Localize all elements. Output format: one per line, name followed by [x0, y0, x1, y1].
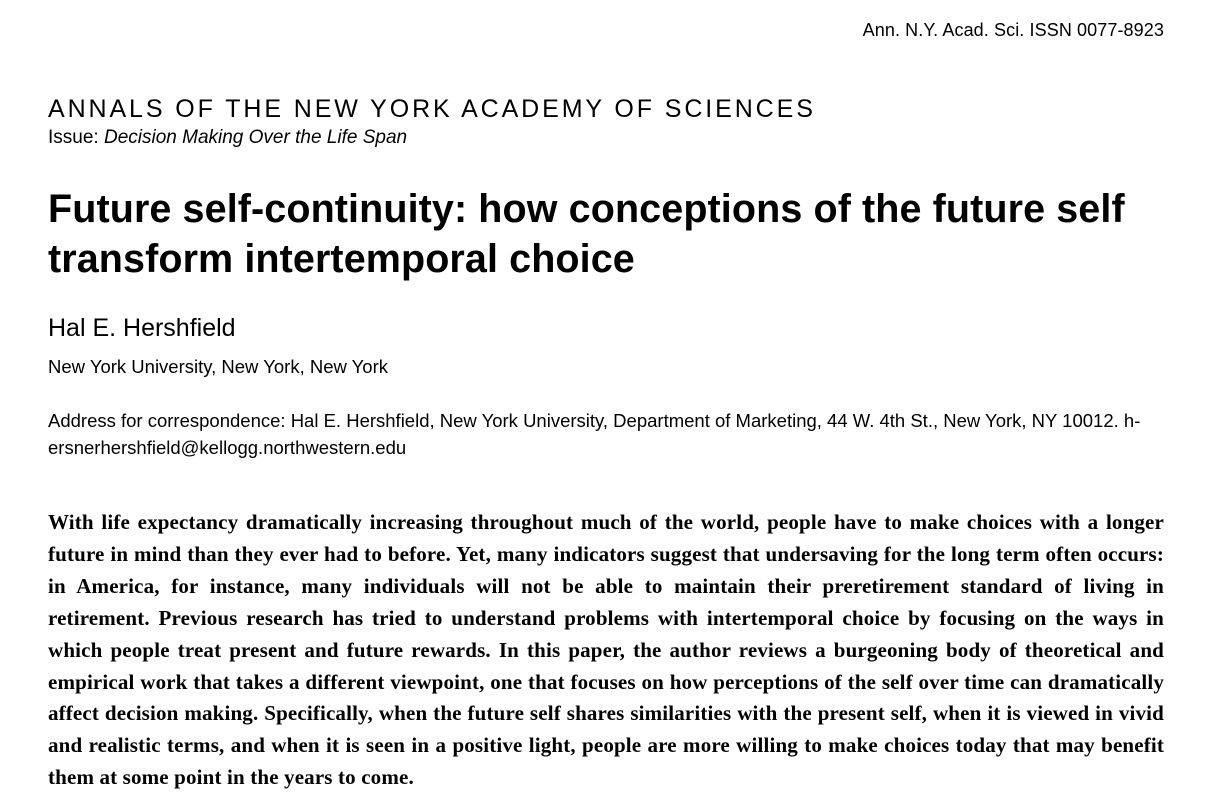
issue-line [48, 127, 407, 149]
author-affiliation: New York University, New York, New York [48, 356, 389, 377]
correspondence-address [48, 407, 1168, 461]
article-title: Future self-continuity: how conceptions of the future self transform intertemporal choice [48, 187, 1125, 281]
address-text: Hal E. Hershfield, New York University, Department of Marketing, 44 W. 4th St., New York, NY 10012. h-ersnerhershfield@kellogg.northwestern.edu [48, 410, 1141, 458]
abstract: With life expectancy dramatically increasing throughout much of the world, people have to make choices with a longer future in mind than they ever had to before. Yet, many indicators suggest that undersaving for the long term often occurs: in America, for instance, many individuals will not be able to maintain their preretirement standard of living in retirement. Previous research has tried to understand problems with intertemporal choice by focusing on the ways in which people treat present and future rewards. In this paper, the author reviews a burgeoning body of theoretical and empirical work that takes a different viewpoint, one that focuses on how perceptions of the self over time can dramatically affect decision making. Specifically, when the future self shares similarities with the present self, when it is viewed in vivid and realistic terms, and when it is seen in a positive light, people are more willing to make choices today that may benefit them at some point in the years to come. [48, 510, 1164, 790]
issue-label: Issue: [48, 127, 99, 148]
journal-issn: Ann. N.Y. Acad. Sci. ISSN 0077-8923 [862, 20, 1164, 40]
address-label: Address for correspondence: [48, 410, 286, 431]
author-name: Hal E. Hershfield [48, 314, 236, 342]
issue-name: Decision Making Over the Life Span [103, 127, 408, 148]
journal-name: ANNALS OF THE NEW YORK ACADEMY OF SCIENCES [48, 95, 816, 123]
